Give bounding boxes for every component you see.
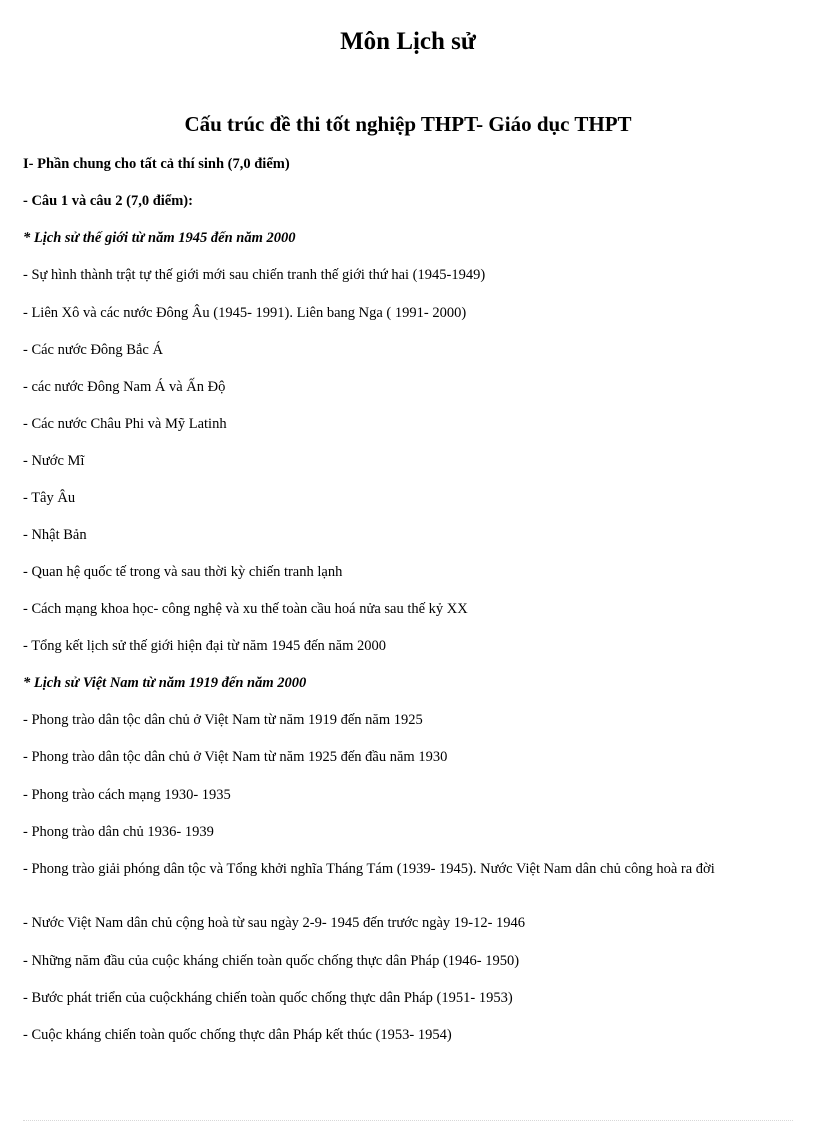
world-history-heading: * Lịch sử thế giới từ năm 1945 đến năm 2000 [23, 230, 296, 246]
list-item: - Tây Âu [23, 490, 76, 506]
section-heading: I- Phần chung cho tất cả thí sinh (7,0 điểm) [23, 156, 290, 172]
list-item: - Liên Xô và các nước Đông Âu (1945- 1991). Liên bang Nga ( 1991- 2000) [23, 305, 467, 321]
list-item: - Tổng kết lịch sử thế giới hiện đại từ năm 1945 đến năm 2000 [23, 638, 387, 654]
list-item: - Những năm đầu của cuộc kháng chiến toàn quốc chống thực dân Pháp (1946- 1950) [23, 953, 520, 969]
list-item: - Nước Việt Nam dân chủ cộng hoà từ sau ngày 2-9- 1945 đến trước ngày 19-12- 1946 [23, 915, 526, 931]
list-item: - Phong trào dân tộc dân chủ ở Việt Nam từ năm 1925 đến đầu năm 1930 [23, 749, 448, 765]
vietnam-history-heading: * Lịch sử Việt Nam từ năm 1919 đến năm 2000 [23, 675, 307, 691]
list-item: - Bước phát triển của cuộckháng chiến toàn quốc chống thực dân Pháp (1951- 1953) [23, 990, 513, 1006]
exam-structure-subtitle: Cấu trúc đề thi tốt nghiệp THPT- Giáo dục THPT [184, 112, 632, 136]
list-item: - Các nước Châu Phi và Mỹ Latinh [23, 416, 227, 432]
list-item: - Phong trào dân chủ 1936- 1939 [23, 824, 214, 840]
list-item: - các nước Đông Nam Á và Ấn Độ [23, 379, 226, 395]
list-item: - Phong trào dân tộc dân chủ ở Việt Nam từ năm 1919 đến năm 1925 [23, 712, 423, 728]
list-item: - Cuộc kháng chiến toàn quốc chống thực dân Pháp kết thúc (1953- 1954) [23, 1027, 452, 1043]
list-item: - Nhật Bản [23, 527, 87, 543]
list-item: - Nước Mĩ [23, 453, 85, 469]
list-item: - Phong trào cách mạng 1930- 1935 [23, 787, 231, 803]
question-heading: - Câu 1 và câu 2 (7,0 điểm): [23, 193, 193, 209]
page-bottom-divider [23, 1120, 793, 1121]
page-title: Môn Lịch sử [340, 28, 476, 55]
list-item: - Các nước Đông Bắc Á [23, 342, 163, 358]
list-item: - Quan hệ quốc tế trong và sau thời kỳ chiến tranh lạnh [23, 564, 343, 580]
list-item: - Sự hình thành trật tự thế giới mới sau chiến tranh thế giới thứ hai (1945-1949) [23, 267, 486, 283]
list-item: - Cách mạng khoa học- công nghệ và xu thế toàn cầu hoá nửa sau thế kỷ XX [23, 601, 468, 617]
list-item: - Phong trào giải phóng dân tộc và Tổng khởi nghĩa Tháng Tám (1939- 1945). Nước Việt Nam dân chủ công hoà ra đời [23, 861, 715, 877]
